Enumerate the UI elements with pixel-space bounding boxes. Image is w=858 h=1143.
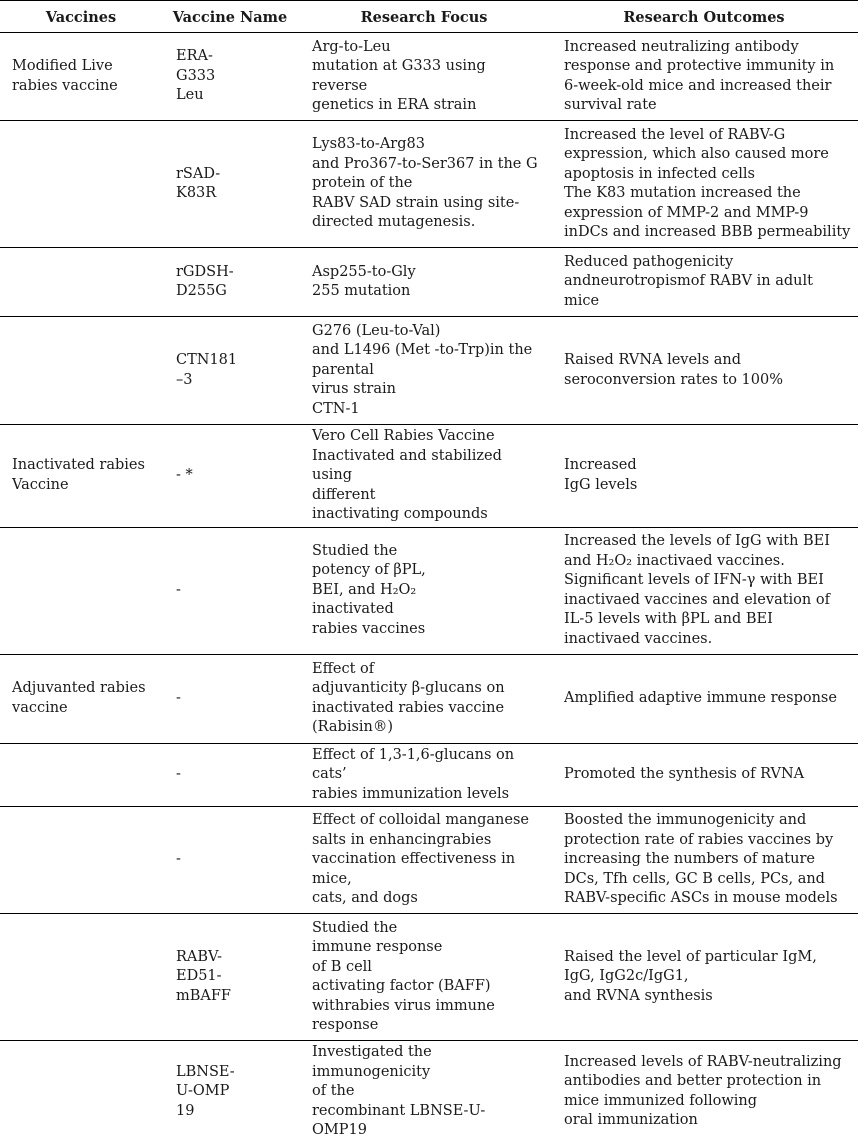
cell-vaccine-name: - bbox=[162, 527, 298, 654]
cell-vaccine-name: rGDSH- D255G bbox=[162, 248, 298, 317]
cell-vaccine bbox=[0, 914, 162, 1041]
cell-research-focus: G276 (Leu-to-Val) and L1496 (Met -to-Trp)in the parental virus strain CTN-1 bbox=[298, 317, 550, 425]
header-research-focus: Research Focus bbox=[298, 1, 550, 33]
cell-research-outcome: Raised the level of particular IgM, IgG, IgG2c/IgG1, and RVNA synthesis bbox=[550, 914, 858, 1041]
cell-research-focus: Effect of adjuvanticity β-glucans on inactivated rabies vaccine (Rabisin®) bbox=[298, 654, 550, 743]
cell-vaccine bbox=[0, 317, 162, 425]
cell-research-focus: Studied the immune response of B cell activating factor (BAFF) withrabies virus immune response bbox=[298, 914, 550, 1041]
table-row bbox=[0, 654, 858, 743]
cell-research-outcome: Increased neutralizing antibody response and protective immunity in 6-week-old mice and increased their survival rate bbox=[550, 33, 858, 121]
cell-research-focus: Investigated the immunogenicity of the recombinant LBNSE-U- OMP19 bbox=[312, 1044, 486, 1138]
cell-research-focus: Effect of 1,3-1,6-glucans on cats’ rabies immunization levels bbox=[298, 743, 550, 807]
table-row bbox=[0, 121, 858, 248]
table-row bbox=[0, 914, 858, 1041]
cell-vaccine-name: - * bbox=[162, 425, 298, 528]
table-body bbox=[0, 33, 858, 1143]
cell-research-outcome: Raised RVNA levels and seroconversion rates to 100% bbox=[550, 317, 858, 425]
cell-research-focus: Arg-to-Leu mutation at G333 using reverse genetics in ERA strain bbox=[298, 33, 550, 121]
cell-research-outcome: Increased levels of RABV-neutralizing antibodies and better protection in mice immunized following oral immunization bbox=[564, 1053, 842, 1129]
header-row bbox=[0, 1, 858, 33]
cell-vaccine bbox=[0, 743, 162, 807]
cell-vaccine-name: CTN181 –3 bbox=[162, 317, 298, 425]
cell-vaccine bbox=[0, 527, 162, 654]
cell-research-focus: Effect of colloidal manganese salts in enhancingrabies vaccination effectiveness in mice, cats, and dogs bbox=[298, 807, 550, 914]
cell-vaccine-name: - bbox=[162, 743, 298, 807]
table-row bbox=[0, 527, 858, 654]
cell-vaccine: Adjuvanted rabies vaccine bbox=[0, 654, 162, 743]
table-row bbox=[0, 743, 858, 807]
cell-vaccine: Inactivated rabies Vaccine bbox=[0, 425, 162, 528]
cell-research-outcome: Amplified adaptive immune response bbox=[550, 654, 858, 743]
table-row bbox=[0, 248, 858, 317]
header-vaccines: Vaccines bbox=[0, 1, 162, 33]
header-research-outcomes: Research Outcomes bbox=[550, 1, 858, 33]
cell-vaccine-name: rSAD- K83R bbox=[162, 121, 298, 248]
cell-research-focus: Studied the potency of βPL, BEI, and H₂O₂ inactivated rabies vaccines bbox=[298, 527, 550, 654]
cell-research-outcome: Reduced pathogenicity andneurotropismof RABV in adult mice bbox=[550, 248, 858, 317]
cell-vaccine-name: LBNSE- U-OMP 19 bbox=[176, 1063, 235, 1119]
table-row bbox=[0, 317, 858, 425]
cell-vaccine bbox=[0, 248, 162, 317]
table-row bbox=[0, 425, 858, 528]
cell-research-outcome: Boosted the immunogenicity and protection rate of rabies vaccines by increasing the numbers of mature DCs, Tfh cells, GC B cells, PCs, and RABV-specific ASCs in mouse models bbox=[550, 807, 858, 914]
header-vaccine-name: Vaccine Name bbox=[162, 1, 298, 33]
cell-research-outcome: Promoted the synthesis of RVNA bbox=[550, 743, 858, 807]
table-header bbox=[0, 1, 858, 33]
cell-vaccine-name: - bbox=[162, 807, 298, 914]
table-row bbox=[0, 33, 858, 121]
cell-vaccine bbox=[0, 1041, 162, 1143]
cell-vaccine: Modified Live rabies vaccine bbox=[0, 33, 162, 121]
cell-research-focus: Lys83-to-Arg83 and Pro367-to-Ser367 in the G protein of the RABV SAD strain using site- directed mutagenesis. bbox=[298, 121, 550, 248]
cell-vaccine-name: RABV- ED51- mBAFF bbox=[162, 914, 298, 1041]
cell-vaccine-name: - bbox=[162, 654, 298, 743]
cell-research-focus: Vero Cell Rabies Vaccine Inactivated and stabilized using different inactivating compounds bbox=[298, 425, 550, 528]
cell-research-focus: Asp255-to-Gly 255 mutation bbox=[298, 248, 550, 317]
cell-vaccine-name: ERA- G333 Leu bbox=[162, 33, 298, 121]
cell-research-outcome: Increased IgG levels bbox=[550, 425, 858, 528]
cell-vaccine bbox=[0, 807, 162, 914]
table-row bbox=[0, 1041, 858, 1143]
cell-vaccine bbox=[0, 121, 162, 248]
cell-research-outcome: Increased the levels of IgG with BEI and H₂O₂ inactivaed vaccines. Significant levels of IFN-γ with BEI inactivaed vaccines and elevation of IL-5 levels with βPL and BEI inactivaed vaccines. bbox=[550, 527, 858, 654]
table-row bbox=[0, 807, 858, 914]
cell-research-outcome: Increased the level of RABV-G expression, which also caused more apoptosis in infected cells The K83 mutation increased the expression of MMP-2 and MMP-9 inDCs and increased BBB permeability bbox=[550, 121, 858, 248]
